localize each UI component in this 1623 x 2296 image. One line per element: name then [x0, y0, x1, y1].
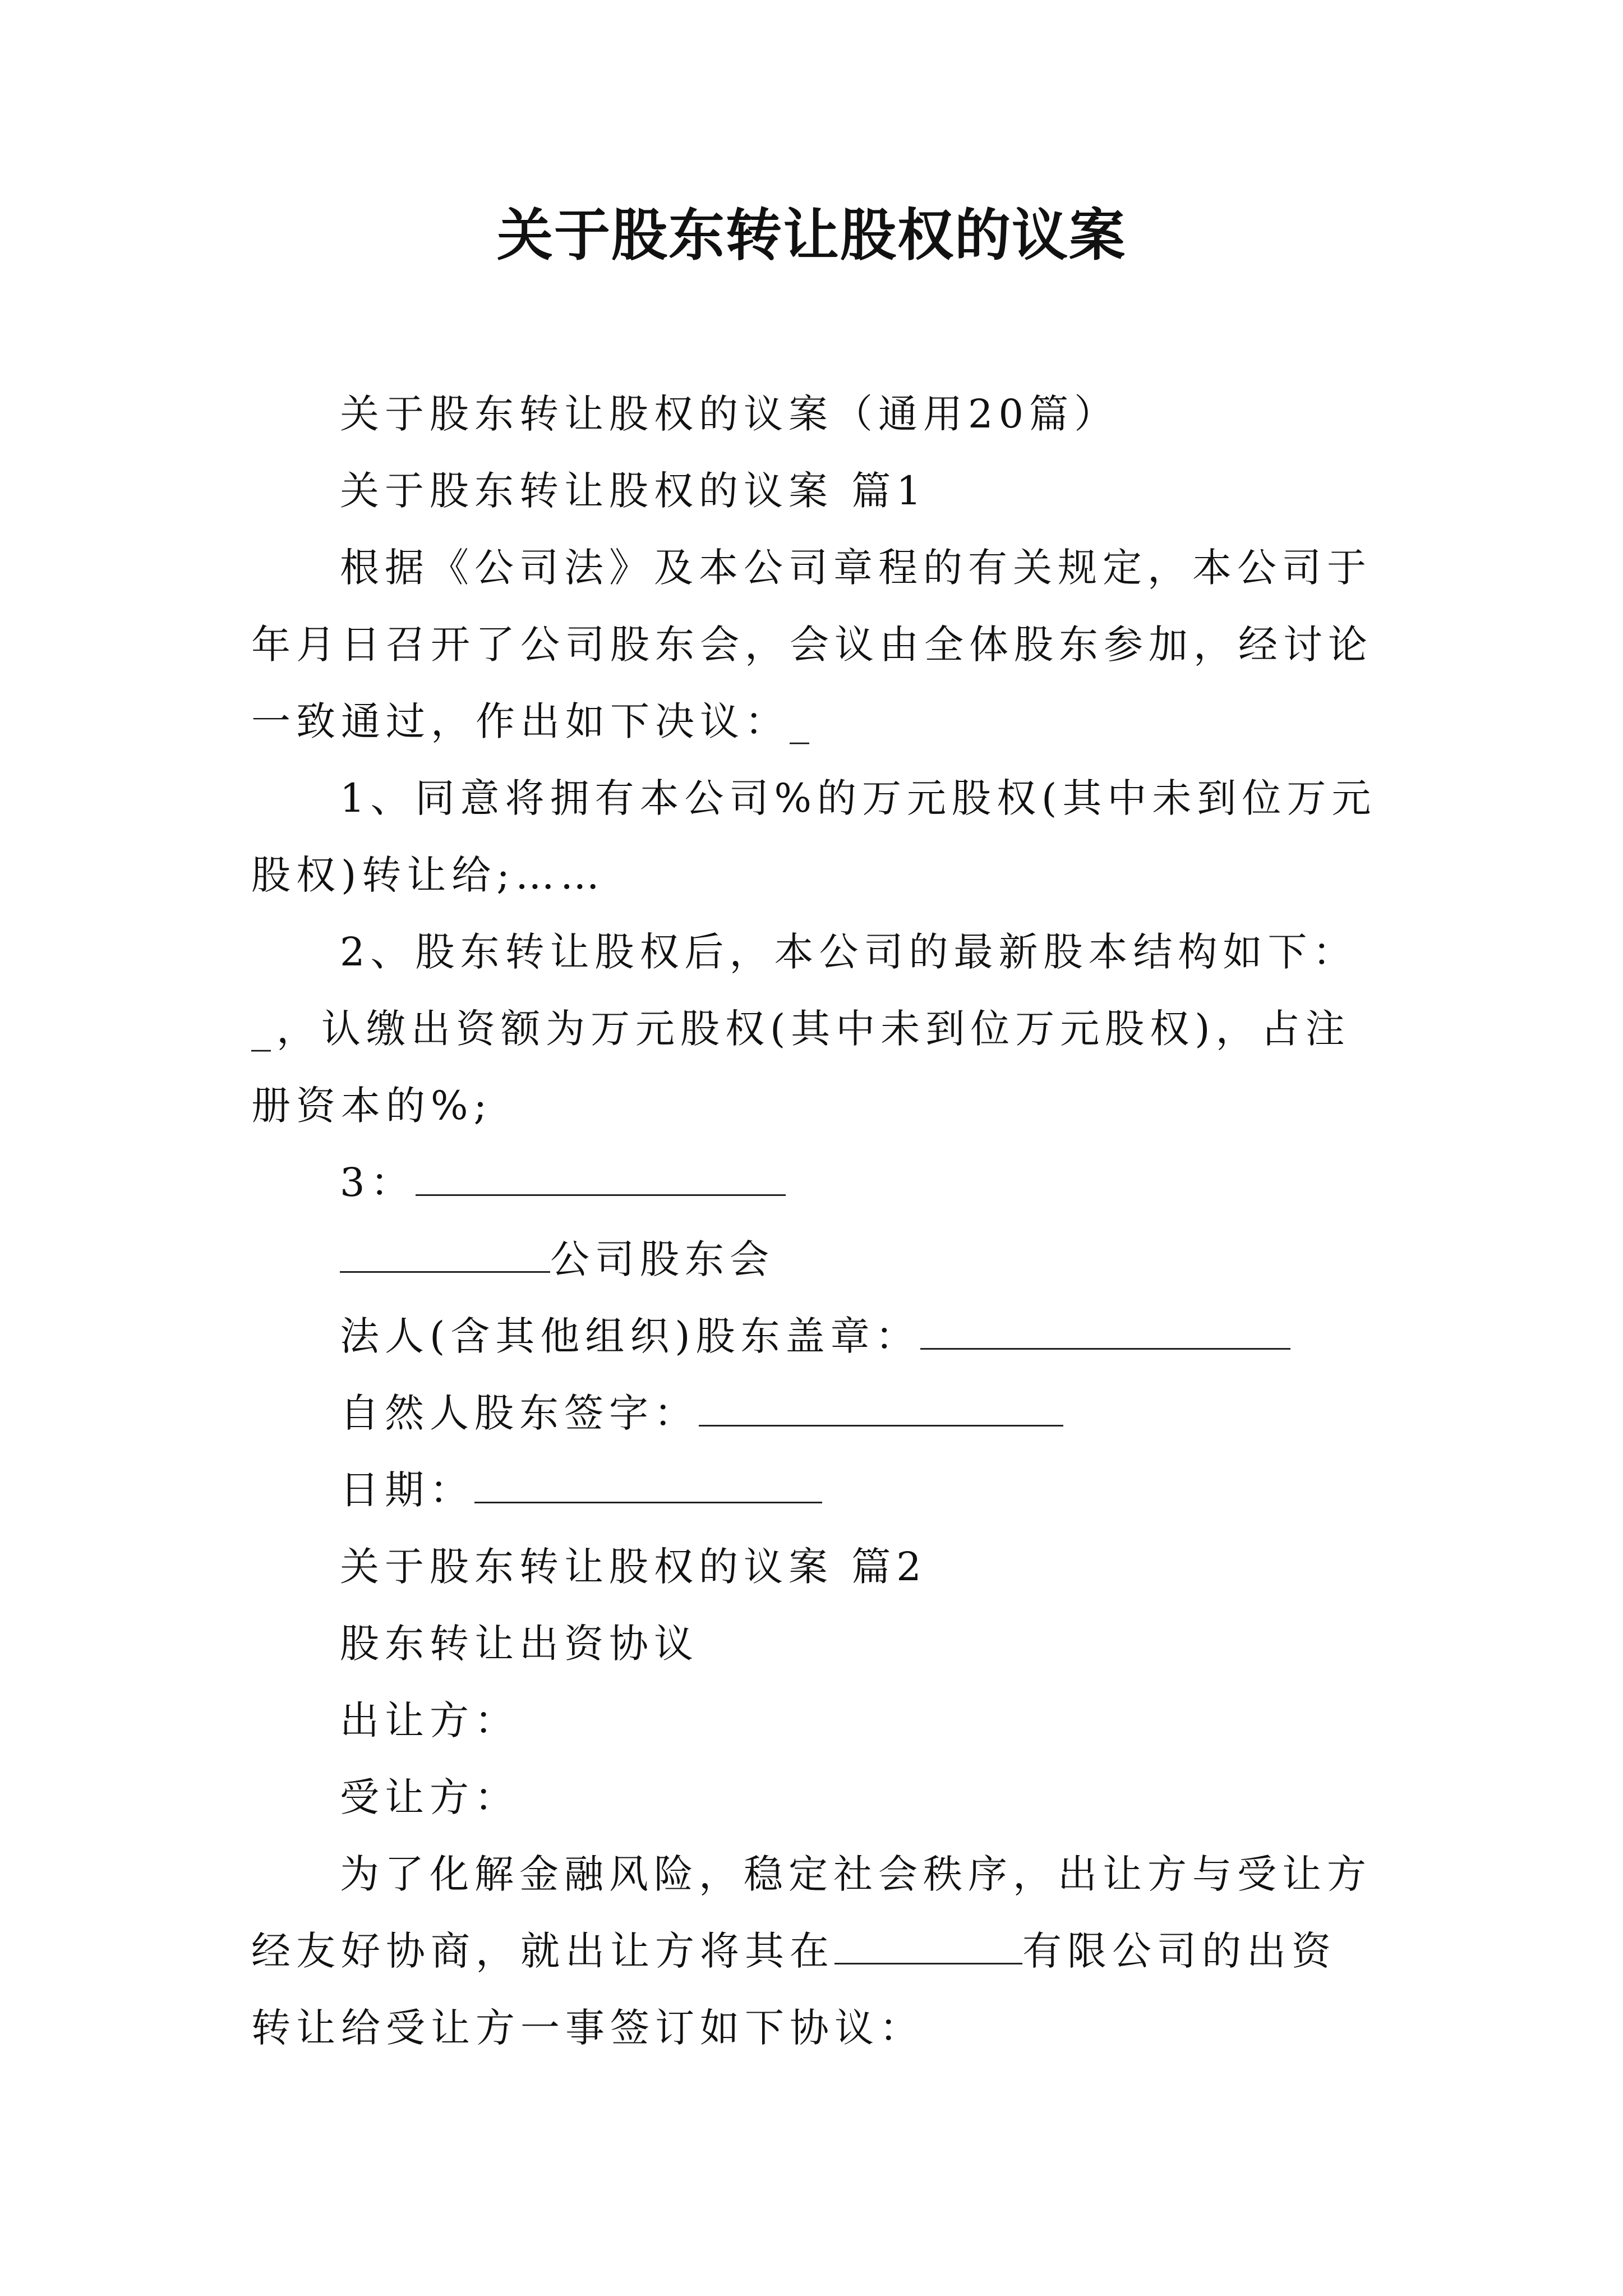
item3-label: 3：	[340, 1159, 416, 1205]
natural-sign-blank	[699, 1391, 1063, 1427]
transferee-line: 受让方：	[340, 1774, 519, 1820]
agreement-text-after: 有限公司的出资转让给受让方一事签订如下协议：	[251, 1928, 1336, 2051]
document-title: 关于股东转让股权的议案	[497, 203, 1126, 268]
legal-stamp-blank	[920, 1314, 1290, 1350]
agreement-paragraph	[251, 1836, 1378, 2067]
agreement-title: 股东转让出资协议	[340, 1621, 699, 1667]
section1-heading: 关于股东转让股权的议案 篇1	[340, 468, 927, 514]
intro-line: 关于股东转让股权的议案（通用20篇）	[340, 391, 1119, 437]
resolution-item-1: 1、同意将拥有本公司%的万元股权(其中未到位万元股权)转让给;……	[251, 775, 1377, 898]
section2-heading: 关于股东转让股权的议案 篇2	[340, 1544, 927, 1590]
date-label: 日期：	[340, 1467, 474, 1513]
resolution-paragraph: 根据《公司法》及本公司章程的有关规定，本公司于年月日召开了公司股东会，会议由全体股东参加，经讨论一致通过，作出如下决议：_	[251, 545, 1373, 744]
company-blank	[834, 1929, 1022, 1964]
agreement-text-before: 为了化解金融风险，稳定社会秩序，出让方与受让方经友好协商，就出让方将其在	[251, 1851, 1372, 1974]
transferor-line: 出让方：	[340, 1697, 519, 1743]
legal-stamp-label: 法人(含其他组织)股东盖章：	[340, 1313, 920, 1359]
legal-person-stamp-line	[251, 1298, 1378, 1375]
resolution-item-3	[251, 1144, 1378, 1221]
document-body	[251, 376, 1378, 2067]
natural-person-sign-line	[251, 1375, 1378, 1452]
resolution-item-2: 2、股东转让股权后，本公司的最新股本结构如下：_，认缴出资额为万元股权(其中未到位万元股权)，占注册资本的%;	[251, 929, 1358, 1129]
shareholders-meeting-label: 公司股东会	[550, 1236, 774, 1282]
date-blank	[474, 1468, 822, 1503]
company-name-blank	[340, 1237, 550, 1273]
natural-sign-label: 自然人股东签字：	[340, 1390, 699, 1436]
date-line	[251, 1452, 1378, 1529]
shareholders-meeting-line	[251, 1221, 1378, 1298]
item3-blank	[416, 1161, 786, 1196]
